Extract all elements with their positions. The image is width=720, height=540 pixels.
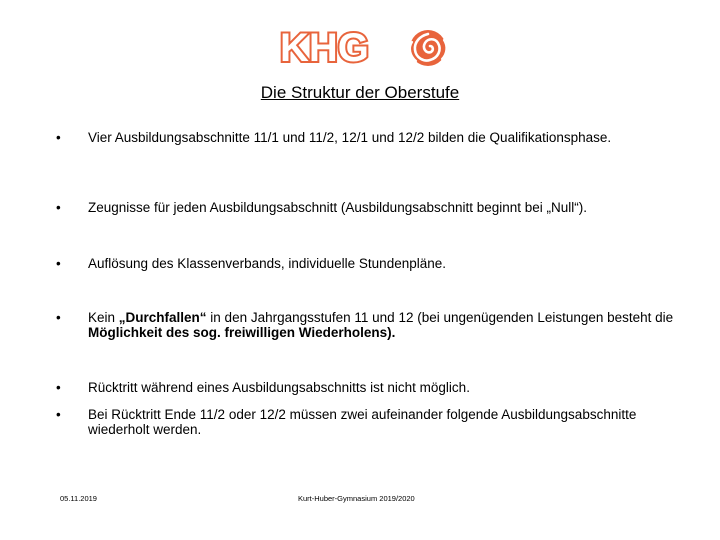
bullet-text: Bei Rücktritt Ende 11/2 oder 12/2 müssen zwei aufeinander folgende Ausbildungsabschnitte wiederholt werden. — [88, 407, 637, 437]
bullet-marker: • — [56, 200, 61, 215]
bullet-marker: • — [56, 310, 61, 325]
page-title: Die Struktur der Oberstufe — [260, 83, 460, 102]
bullet-marker: • — [56, 256, 61, 271]
logo-lettering: KHG — [280, 26, 369, 70]
rose-icon — [398, 28, 458, 68]
bullet-text: Kein „Durchfallen“ in den Jahrgangsstufen 11 und 12 (bei ungenügenden Leistungen besteht die Möglichkeit des sog. freiwilligen Wiederholens). — [88, 310, 674, 340]
bullet-marker: • — [56, 380, 61, 395]
bullet-text: Vier Ausbildungsabschnitte 11/1 und 11/2, 12/1 und 12/2 bilden die Qualifikationsphase. — [88, 130, 612, 145]
bullet-text: Auflösung des Klassenverbands, individuelle Stundenpläne. — [88, 256, 447, 271]
bullet-text: Zeugnisse für jeden Ausbildungsabschnitt (Ausbildungsabschnitt beginnt bei „Null“). — [88, 200, 588, 215]
bullet-text: Rücktritt während eines Ausbildungsabschnitts ist nicht möglich. — [88, 380, 470, 395]
footer-date: 05.11.2019 — [60, 494, 97, 503]
bullet-marker: • — [56, 407, 61, 422]
bullet-marker: • — [56, 130, 61, 145]
school-logo — [280, 28, 458, 68]
footer-school-name: Kurt-Huber-Gymnasium 2019/2020 — [298, 494, 415, 503]
